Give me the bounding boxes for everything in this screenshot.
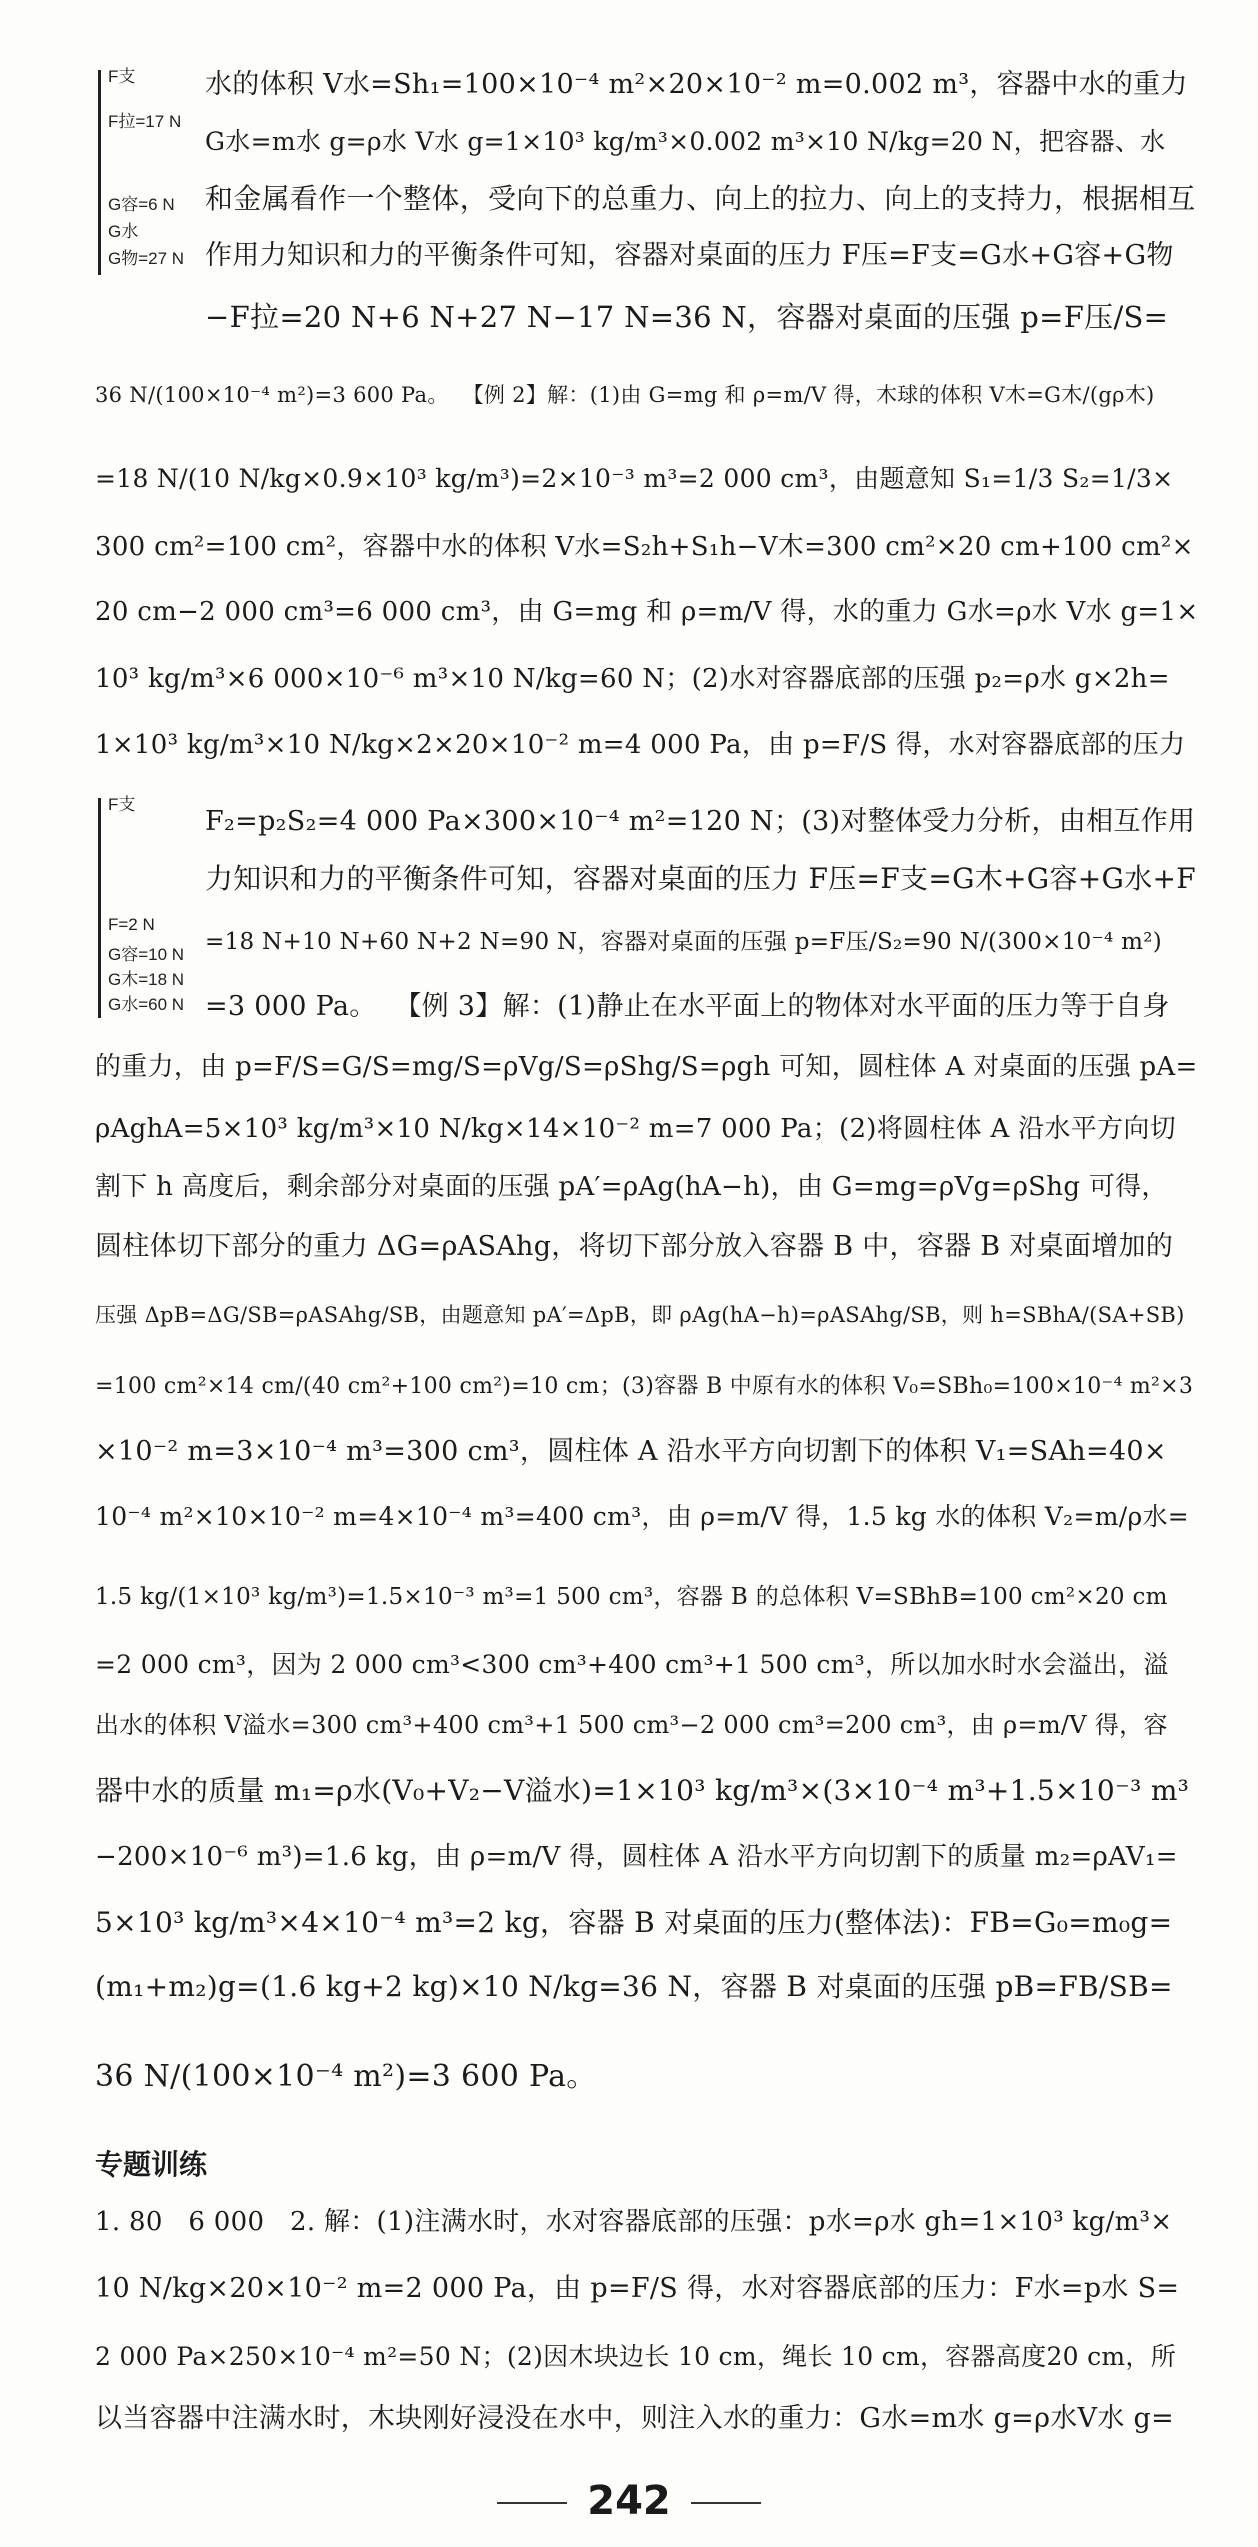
force-label: G水=60 N — [108, 995, 185, 1014]
force-label: G木=18 N — [108, 970, 185, 989]
solution-line: 的重力，由 p=F/S=G/S=mg/S=ρVg/S=ρShg/S=ρgh 可知，圆柱体 A 对桌面的压强 pA= — [95, 1052, 1198, 1082]
solution-line: 压强 ΔpB=ΔG/SB=ρASAhg/SB，由题意知 pA′=ΔpB，即 ρAg(hA−h)=ρASAhg/SB，则 h=SBhA/(SA+SB) — [95, 1303, 1185, 1327]
page-number — [0, 2478, 1258, 2524]
solution-line: =2 000 cm³，因为 2 000 cm³<300 cm³+400 cm³+1 500 cm³，所以加水时水会溢出，溢 — [95, 1650, 1169, 1679]
force-label: F支 — [108, 67, 136, 86]
page-number-dash-left — [497, 2502, 567, 2504]
solution-line: =18 N+10 N+60 N+2 N=90 N，容器对桌面的压强 p=F压/S₂=90 N/(300×10⁻⁴ m²) — [205, 929, 1163, 955]
solution-line: 300 cm²=100 cm²，容器中水的体积 V水=S₂h+S₁h−V木=300 cm²×20 cm+100 cm²× — [95, 532, 1194, 562]
solution-line: 水的体积 V水=Sh₁=100×10⁻⁴ m²×20×10⁻² m=0.002 m³，容器中水的重力 — [205, 69, 1188, 100]
solution-line: 器中水的质量 m₁=ρ水(V₀+V₂−V溢水)=1×10³ kg/m³×(3×10⁻⁴ m³+1.5×10⁻³ m³ — [95, 1774, 1190, 1807]
force-label: F拉=17 N — [108, 112, 182, 131]
solution-line: −200×10⁻⁶ m³)=1.6 kg，由 ρ=m/V 得，圆柱体 A 沿水平方向切割下的质量 m₂=ρAV₁= — [95, 1842, 1178, 1872]
training-line: 以当容器中注满水时，木块刚好浸没在水中，则注入水的重力：G水=m水 g=ρ水V水 g= — [95, 2403, 1175, 2434]
solution-line: 1×10³ kg/m³×10 N/kg×2×20×10⁻² m=4 000 Pa，由 p=F/S 得，水对容器底部的压力 — [95, 730, 1186, 760]
solution-line: =100 cm²×14 cm/(40 cm²+100 cm²)=10 cm；(3)容器 B 中原有水的体积 V₀=SBh₀=100×10⁻⁴ m²×3 — [95, 1374, 1194, 1399]
force-label: F=2 N — [108, 915, 155, 934]
force-label: G物=27 N — [108, 249, 185, 268]
force-arrow-line — [98, 798, 101, 1018]
solution-line: F₂=p₂S₂=4 000 Pa×300×10⁻⁴ m²=120 N；(3)对整体受力分析，由相互作用 — [205, 806, 1196, 837]
solution-line: 割下 h 高度后，剩余部分对桌面的压强 pA′=ρAg(hA−h)，由 G=mg=ρVg=ρShg 可得， — [95, 1172, 1168, 1202]
solution-line: ×10⁻² m=3×10⁻⁴ m³=300 cm³，圆柱体 A 沿水平方向切割下的体积 V₁=SAh=40× — [95, 1436, 1167, 1467]
solution-line: 力知识和力的平衡条件可知，容器对桌面的压力 F压=F支=G木+G容+G水+F — [205, 862, 1196, 895]
solution-line: 和金属看作一个整体，受向下的总重力、向上的拉力、向上的支持力，根据相互 — [205, 182, 1196, 215]
solution-line: 10³ kg/m³×6 000×10⁻⁶ m³×10 N/kg=60 N；(2)水对容器底部的压强 p₂=ρ水 g×2h= — [95, 664, 1170, 694]
solution-line: 圆柱体切下部分的重力 ΔG=ρASAhg，将切下部分放入容器 B 中，容器 B 对桌面增加的 — [95, 1231, 1174, 1262]
solution-line: 5×10³ kg/m³×4×10⁻⁴ m³=2 kg，容器 B 对桌面的压力(整体法)：FB=G₀=m₀g= — [95, 1906, 1173, 1939]
force-label: G容=10 N — [108, 945, 185, 964]
training-line: 1. 80 6 000 2. 解：(1)注满水时，水对容器底部的压强：p水=ρ水 gh=1×10³ kg/m³× — [95, 2207, 1173, 2237]
solution-line: G水=m水 g=ρ水 V水 g=1×10³ kg/m³×0.002 m³×10 N/kg=20 N，把容器、水 — [205, 127, 1166, 156]
solution-line: −F拉=20 N+6 N+27 N−17 N=36 N，容器对桌面的压强 p=F压/S= — [205, 300, 1169, 334]
solution-line: =3 000 Pa。 【例 3】解：(1)静止在水平面上的物体对水平面的压力等于自身 — [205, 991, 1170, 1022]
force-arrow-line — [98, 70, 101, 275]
solution-line: 作用力知识和力的平衡条件可知，容器对桌面的压力 F压=F支=G水+G容+G物 — [205, 240, 1174, 271]
solution-line: 出水的体积 V溢水=300 cm³+400 cm³+1 500 cm³−2 000 cm³=200 cm³，由 ρ=m/V 得，容 — [95, 1711, 1168, 1739]
force-label: G容=6 N — [108, 195, 175, 214]
solution-line: 36 N/(100×10⁻⁴ m²)=3 600 Pa。 【例 2】解：(1)由 G=mg 和 ρ=m/V 得，木球的体积 V木=G木/(gρ木) — [95, 383, 1155, 407]
page-number-value: 242 — [587, 2478, 671, 2524]
force-label: F支 — [108, 795, 136, 814]
solution-line: ρAghA=5×10³ kg/m³×10 N/kg×14×10⁻² m=7 000 Pa；(2)将圆柱体 A 沿水平方向切 — [95, 1114, 1176, 1144]
section-heading: 专题训练 — [95, 2148, 208, 2181]
solution-line: =18 N/(10 N/kg×0.9×10³ kg/m³)=2×10⁻³ m³=2 000 cm³，由题意知 S₁=1/3 S₂=1/3× — [95, 464, 1174, 493]
solution-line: 20 cm−2 000 cm³=6 000 cm³，由 G=mg 和 ρ=m/V 得，水的重力 G水=ρ水 V水 g=1× — [95, 597, 1199, 627]
solution-line: 1.5 kg/(1×10³ kg/m³)=1.5×10⁻³ m³=1 500 cm³，容器 B 的总体积 V=SBhB=100 cm²×20 cm — [95, 1584, 1168, 1610]
training-line: 10 N/kg×20×10⁻² m=2 000 Pa，由 p=F/S 得，水对容器底部的压力：F水=p水 S= — [95, 2273, 1180, 2304]
solution-line: 36 N/(100×10⁻⁴ m²)=3 600 Pa。 — [95, 2059, 597, 2094]
training-line: 2 000 Pa×250×10⁻⁴ m²=50 N；(2)因木块边长 10 cm，绳长 10 cm，容器高度20 cm，所 — [95, 2342, 1177, 2371]
solution-line: (m₁+m₂)g=(1.6 kg+2 kg)×10 N/kg=36 N，容器 B 对桌面的压强 pB=FB/SB= — [95, 1970, 1173, 2003]
force-label: G水 — [108, 222, 139, 241]
solution-line: 10⁻⁴ m²×10×10⁻² m=4×10⁻⁴ m³=400 cm³，由 ρ=m/V 得，1.5 kg 水的体积 V₂=m/ρ水= — [95, 1502, 1190, 1531]
page-number-dash-right — [691, 2502, 761, 2504]
